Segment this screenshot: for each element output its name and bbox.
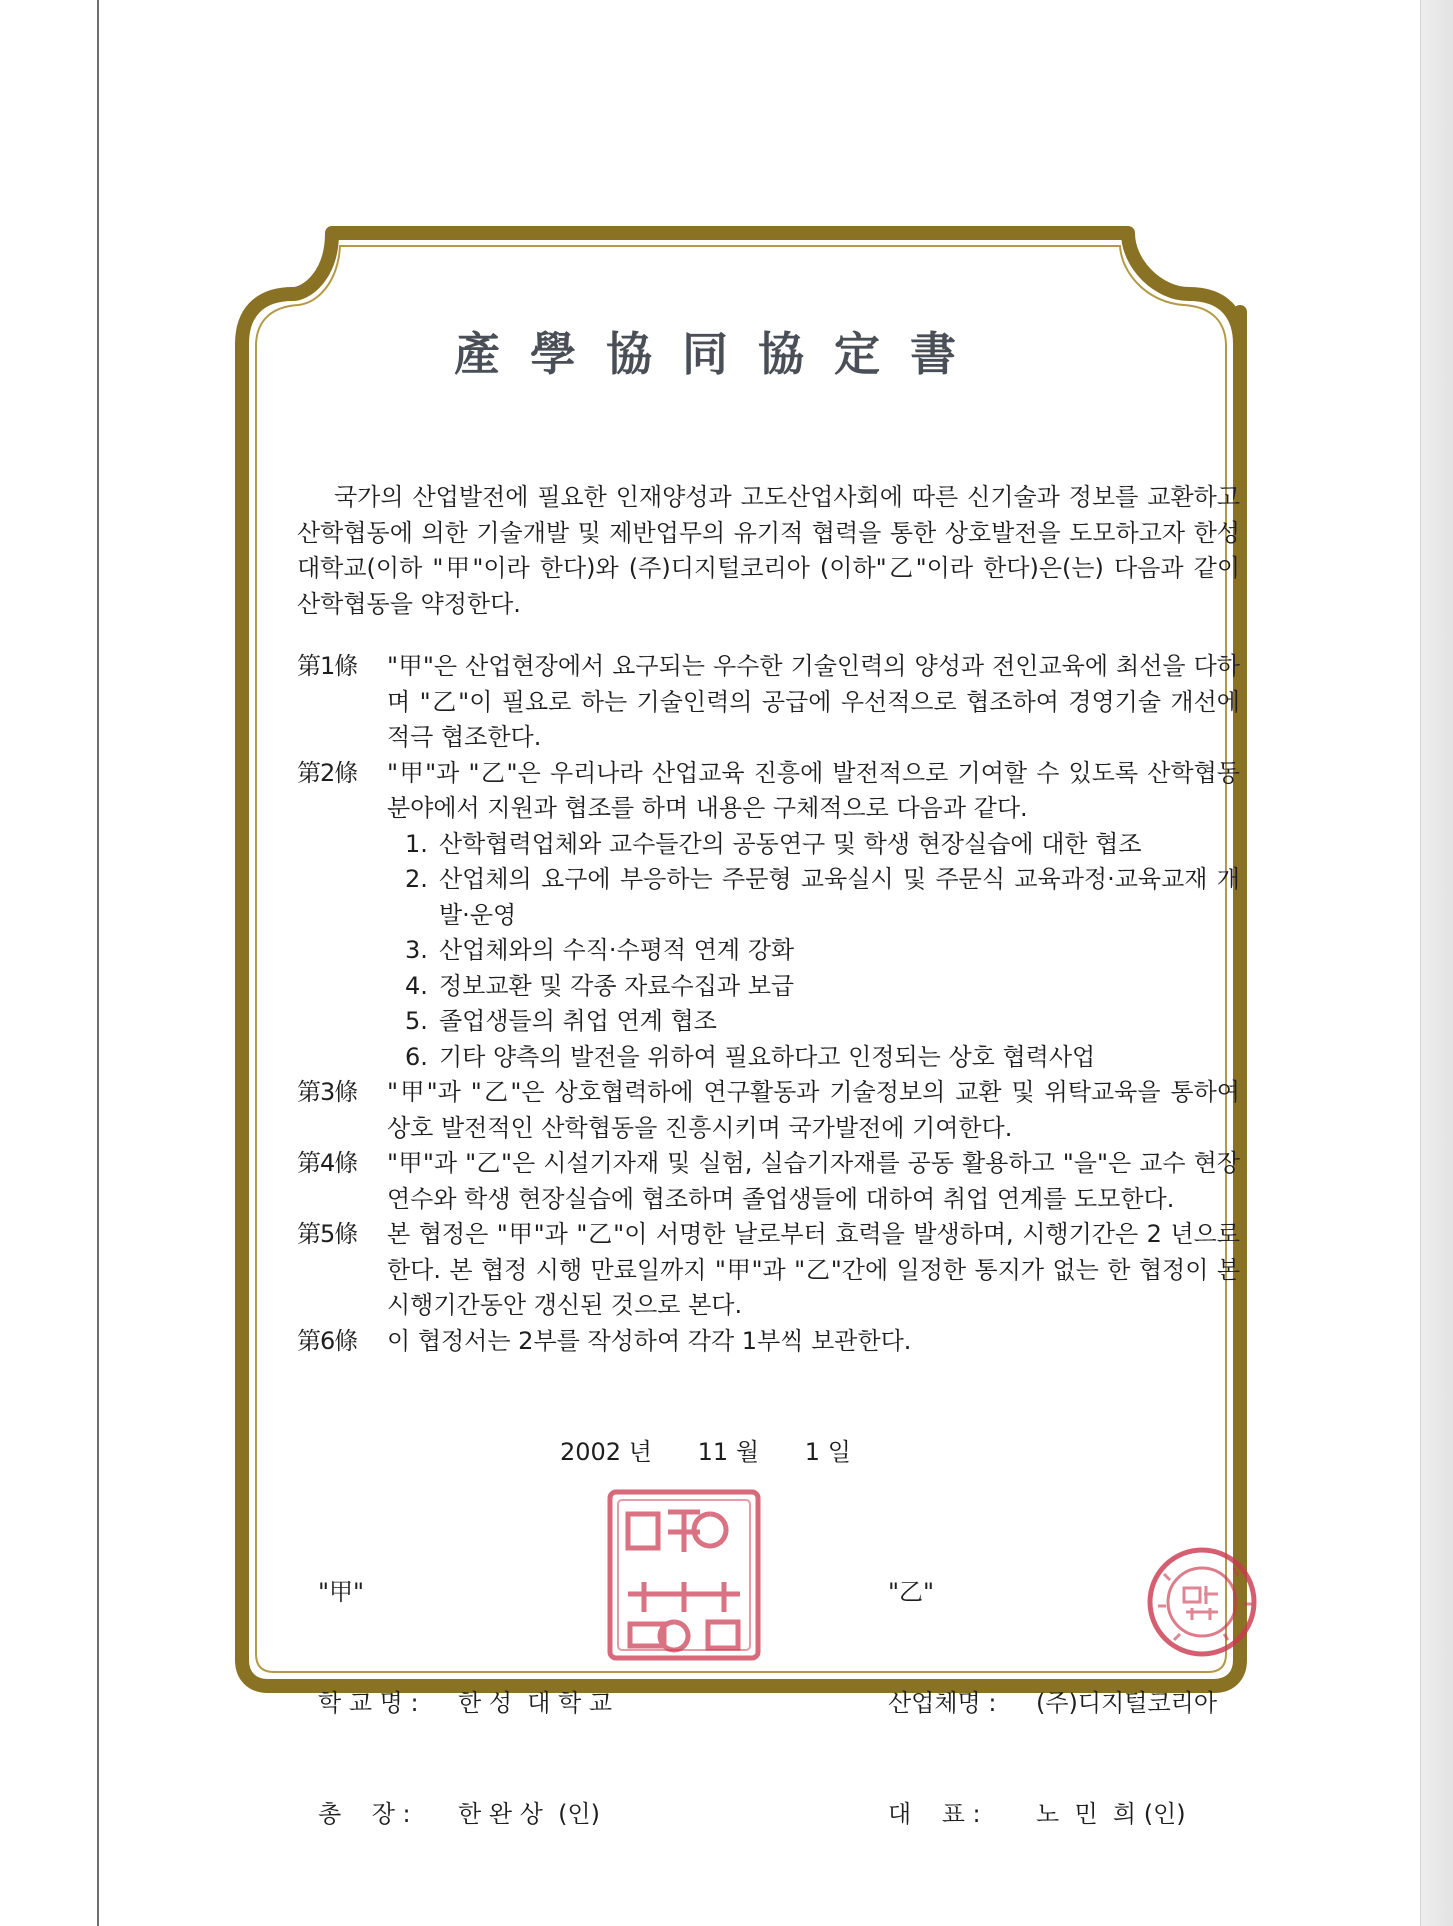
article-text: 본 협정은 "甲"과 "乙"이 서명한 날로부터 효력을 발생하며, 시행기간은 2 년으로 한다. 본 협정 시행 만료일까지 "甲"과 "乙"간에 일정한 통지가 없는 한 협정이 본 시행기간동안 갱신된 것으로 본다. xyxy=(387,1220,1240,1319)
article-number: 第5條 xyxy=(297,1220,358,1248)
list-item xyxy=(387,1004,1240,1040)
party-a-row xyxy=(318,1685,612,1722)
item-number: 5. xyxy=(405,1007,428,1035)
party-a-row xyxy=(318,1796,612,1833)
item-text: 졸업생들의 취업 연계 협조 xyxy=(439,1007,717,1035)
item-text: 산업체의 요구에 부응하는 주문형 교육실시 및 주문식 교육과정·교육교재 개발·운영 xyxy=(439,865,1240,929)
item-text: 정보교환 및 각종 자료수집과 보급 xyxy=(439,971,795,1000)
article-number: 第4條 xyxy=(297,1149,358,1177)
party-b-label: "乙" xyxy=(888,1578,935,1606)
document-body xyxy=(297,480,1240,1359)
article-text: 이 협정서는 2부를 작성하여 각각 1부씩 보관한다. xyxy=(387,1326,912,1355)
intro-paragraph: 국가의 산업발전에 필요한 인재양성과 고도산업사회에 따른 신기술과 정보를 교환하고 산학협동에 의한 기술개발 및 제반업무의 유기적 협력을 통한 상호발전을 도모하고자 한성대학교(이하 "甲"이라 한다)와 (주)디지털코리아 (이하"乙"이라 한다)은(는) 다음과 같이 산학협동을 약정한다. xyxy=(297,483,1240,618)
article-2-items xyxy=(297,827,1240,1076)
item-number: 6. xyxy=(405,1042,428,1071)
item-number: 4. xyxy=(405,971,428,1000)
party-value: 노 민 희 (인) xyxy=(1036,1800,1186,1828)
article-number: 第6條 xyxy=(297,1326,358,1355)
article-text: "甲"은 산업현장에서 요구되는 우수한 기술인력의 양성과 전인교육에 최선을 다하며 "乙"이 필요로 하는 기술인력의 공급에 우선적으로 협조하여 경영기술 개선에 적극 협조한다. xyxy=(387,652,1240,751)
article-5 xyxy=(297,1217,1240,1324)
party-value: 한 성 대 학 교 xyxy=(458,1689,613,1717)
party-key: 학 교 명 : xyxy=(318,1689,419,1717)
article-text: "甲"과 "乙"은 시설기자재 및 실험, 실습기자재를 공동 활용하고 "을"은 교수 현장연수와 학생 현장실습에 협조하며 졸업생들에 대하여 취업 연계를 도모한다. xyxy=(387,1149,1240,1213)
list-item xyxy=(387,969,1240,1005)
party-b-row xyxy=(888,1685,1217,1722)
party-a-label: "甲" xyxy=(318,1578,365,1606)
list-item xyxy=(387,827,1240,863)
party-key: 총 장 : xyxy=(318,1800,411,1828)
list-item xyxy=(387,1040,1240,1076)
party-a-signature-block xyxy=(318,1500,612,1870)
party-b-signature-block xyxy=(888,1500,1217,1870)
party-key: 산업체명 : xyxy=(888,1689,997,1717)
list-item xyxy=(387,933,1240,969)
agreement-date: 2002 년 11 월 1 일 xyxy=(560,1438,851,1466)
party-value: 한 완 상 (인) xyxy=(458,1800,600,1828)
article-2 xyxy=(297,756,1240,827)
article-3 xyxy=(297,1075,1240,1146)
list-item xyxy=(387,862,1240,933)
item-text: 기타 양측의 발전을 위하여 필요하다고 인정되는 상호 협력사업 xyxy=(439,1042,1096,1071)
item-number: 3. xyxy=(405,936,428,964)
article-list xyxy=(297,649,1240,1359)
article-text: "甲"과 "乙"은 우리나라 산업교육 진흥에 발전적으로 기여할 수 있도록 산학협동 분야에서 지원과 협조를 하며 내용은 구체적으로 다음과 같다. xyxy=(387,758,1240,822)
party-b-row xyxy=(888,1796,1217,1833)
article-text: "甲"과 "乙"은 상호협력하에 연구활동과 기술정보의 교환 및 위탁교육을 통하여 상호 발전적인 산학협동을 진흥시키며 국가발전에 기여한다. xyxy=(387,1078,1240,1142)
item-number: 1. xyxy=(405,829,428,858)
article-1 xyxy=(297,649,1240,756)
party-value: (주)디지털코리아 xyxy=(1036,1689,1218,1717)
party-key: 대 표 : xyxy=(888,1800,981,1828)
item-text: 산학협력업체와 교수들간의 공동연구 및 학생 현장실습에 대한 협조 xyxy=(439,829,1142,858)
document-title: 產學協同協定書 xyxy=(454,327,986,381)
article-number: 第1條 xyxy=(297,652,358,680)
article-number: 第3條 xyxy=(297,1078,358,1106)
university-seal-stamp xyxy=(604,1486,764,1664)
item-number: 2. xyxy=(405,865,428,893)
article-4 xyxy=(297,1146,1240,1217)
article-6 xyxy=(297,1324,1240,1360)
item-text: 산업체와의 수직·수평적 연계 강화 xyxy=(439,936,795,964)
article-number: 第2條 xyxy=(297,758,358,787)
